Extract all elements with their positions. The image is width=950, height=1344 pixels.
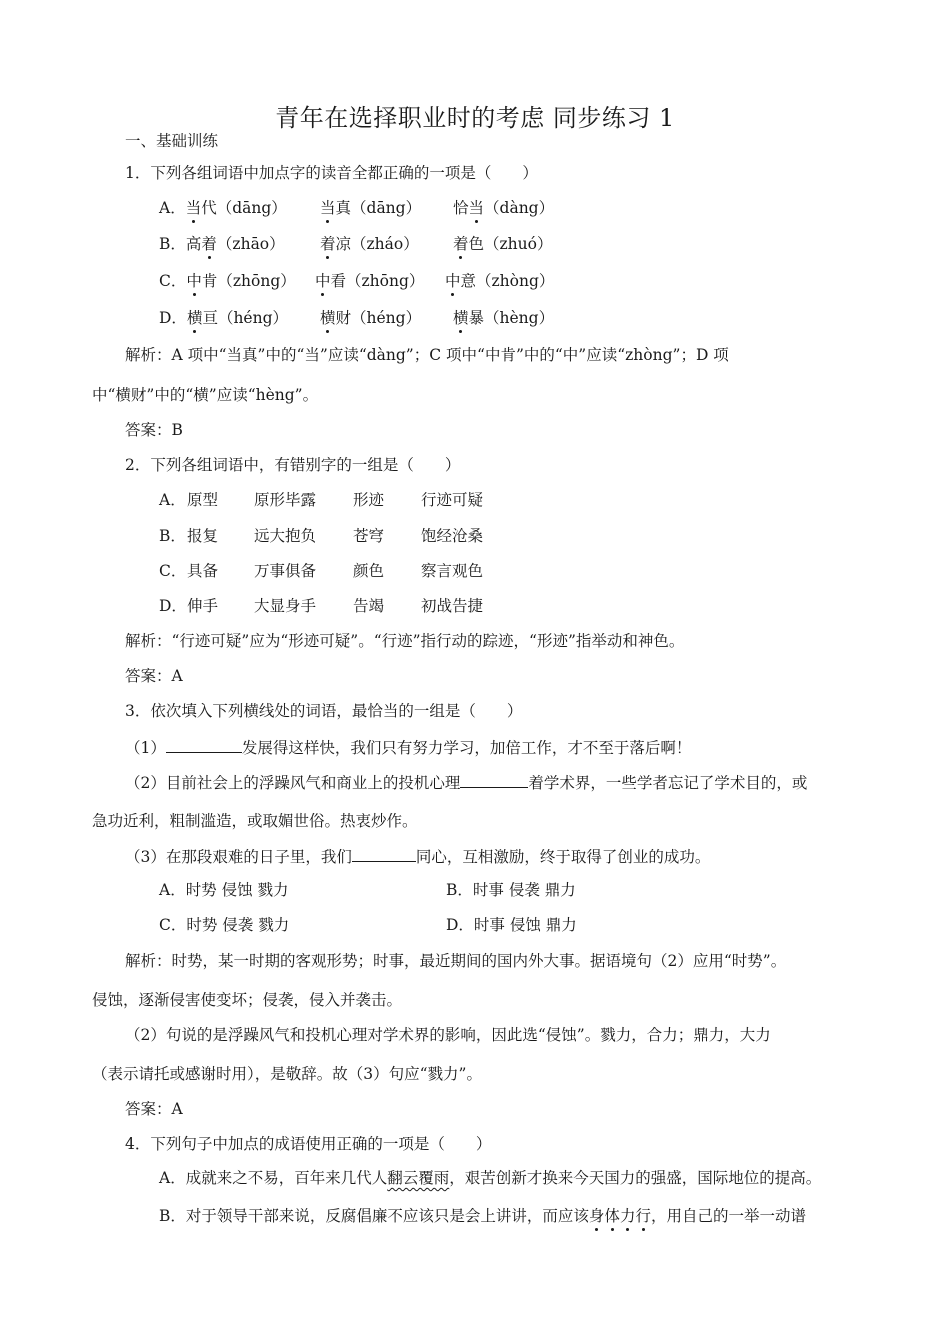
- question-3-analysis-2-cont: （表示请托或感谢时用），是敬辞。故（3）句应“戮力”。: [92, 1065, 482, 1083]
- question-3-option-b: B．时事 侵袭 鼎力: [446, 881, 576, 899]
- section-heading: 一、基础训练: [125, 132, 219, 150]
- question-2-analysis: 解析：“行迹可疑”应为“形迹可疑”。“行迹”指行动的踪迹，“形迹”指举动和神色。: [125, 632, 685, 650]
- question-3-sentence-2: （2）目前社会上的浮躁风气和商业上的投机心理 着学术界，一些学者忘记了学术目的，或: [125, 774, 808, 792]
- fill-blank-2: [460, 772, 528, 788]
- question-3-analysis-2: （2）句说的是浮躁风气和投机心理对学术界的影响，因此选“侵蚀”。戮力，合力；鼎力，大力: [125, 1026, 771, 1044]
- question-4-option-a: A．成就来之不易，百年来几代人翻云覆雨，艰苦创新才换来今天国力的强盛，国际地位的提高。: [159, 1169, 822, 1187]
- question-3-option-d: D．时事 侵蚀 鼎力: [446, 916, 577, 934]
- fill-blank-3: [352, 846, 416, 862]
- document-page: 青年在选择职业时的考虑 同步练习 1 一、基础训练 1．下列各组词语中加点字的读音全都正确的一项是（ ） A．当代（dāng） 当真（dāng） 恰当（dàng） B．高着（zhāo） 着凉（zháo） 着色（zhuó） C．中肯（zhōng） 中看（zhōng） 中意（zhòng） D．横亘（héng） 横财（héng） 横暴（hèng） 解析：A 项中“当真”中的“当”应读“dàng”；C 项中“中肯”中的“中”应读“zhòng”；D 项 中“横财”中的“横”应读“hèng”。 答案：B 2．下列各组词语中，有错别字的一组是（ ） A． 原型 原形毕露 形迹 行迹可疑 B． 报复 远大抱负 苍穹 饱经沧桑 C． 具备 万事俱备 颜色 察言观色 D． 伸手 大显身手 告竭 初战告捷 解析：“行迹可疑”应为“形迹可疑”。“行迹”指行动的踪迹，“形迹”指举动和神色。 答案：A 3．依次填入下列横线处的词语，最恰当的一组是（ ） （1） 发展得这样快，我们只有努力学习，加倍工作，才不至于落后啊！ （2）目前社会上的浮躁风气和商业上的投机心理 着学术界，一些学者忘记了学术目的，或 急功近利，粗制滥造，或取媚世俗。热衷炒作。 （3）在那段艰难的日子里，我们 同心，互相激励，终于取得了创业的成功。 A．时势 侵蚀 戮力 B．时事 侵袭 鼎力 C．时势 侵袭 戮力 D．时事 侵蚀 鼎力 解析：时势，某一时期的客观形势；时事，最近期间的国内外大事。据语境句（2）应用“时势”。 侵蚀，逐渐侵害使变坏；侵袭，侵入并袭击。 （2）句说的是浮躁风气和投机心理对学术界的影响，因此选“侵蚀”。戮力，合力；鼎力，大力 （表示请托或感谢时用），是敬辞。故（3）句应“戮力”。 答案：A 4．下列句子中加点的成语使用正确的一项是（ ） A．成就来之不易，百年来几代人翻云覆雨，艰苦创新才换来今天国力的强盛，国际地位的提高。 B．对于领导干部来说，反腐倡廉不应该只是会上讲讲，而应该身体力行，用自己的一举一动谱: [0, 0, 950, 1344]
- fill-blank-1: [166, 737, 242, 753]
- question-1-stem: 1．下列各组词语中加点字的读音全都正确的一项是（ ）: [125, 164, 538, 182]
- marked-idiom: 翻云覆雨: [387, 1169, 450, 1187]
- page-title: 青年在选择职业时的考虑 同步练习 1: [275, 104, 675, 132]
- question-3-answer: 答案：A: [125, 1100, 183, 1118]
- question-1-analysis-cont: 中“横财”中的“横”应读“hèng”。: [92, 386, 319, 404]
- question-3-stem: 3．依次填入下列横线处的词语，最恰当的一组是（ ）: [125, 702, 523, 720]
- question-1-answer: 答案：B: [125, 421, 183, 439]
- marked-idiom: 身体力行: [588, 1207, 651, 1225]
- question-3-sentence-2-cont: 急功近利，粗制滥造，或取媚世俗。热衷炒作。: [92, 812, 418, 830]
- question-4-stem: 4．下列句子中加点的成语使用正确的一项是（ ）: [125, 1135, 492, 1153]
- question-3-option-c: C．时势 侵袭 戮力: [159, 916, 290, 934]
- question-3-analysis: 解析：时势，某一时期的客观形势；时事，最近期间的国内外大事。据语境句（2）应用“时势”。: [125, 952, 787, 970]
- question-3-sentence-1: （1） 发展得这样快，我们只有努力学习，加倍工作，才不至于落后啊！: [125, 739, 692, 757]
- question-2-stem: 2．下列各组词语中，有错别字的一组是（ ）: [125, 456, 461, 474]
- question-4-option-b: B．对于领导干部来说，反腐倡廉不应该只是会上讲讲，而应该身体力行，用自己的一举一动谱: [159, 1207, 806, 1225]
- question-2-answer: 答案：A: [125, 667, 183, 685]
- question-3-sentence-3: （3）在那段艰难的日子里，我们 同心，互相激励，终于取得了创业的成功。: [125, 848, 711, 866]
- question-1-analysis: 解析：A 项中“当真”中的“当”应读“dàng”；C 项中“中肯”中的“中”应读“zhòng”；D 项: [125, 346, 729, 364]
- question-3-analysis-cont: 侵蚀，逐渐侵害使变坏；侵袭，侵入并袭击。: [92, 991, 403, 1009]
- question-3-option-a: A．时势 侵蚀 戮力: [159, 881, 289, 899]
